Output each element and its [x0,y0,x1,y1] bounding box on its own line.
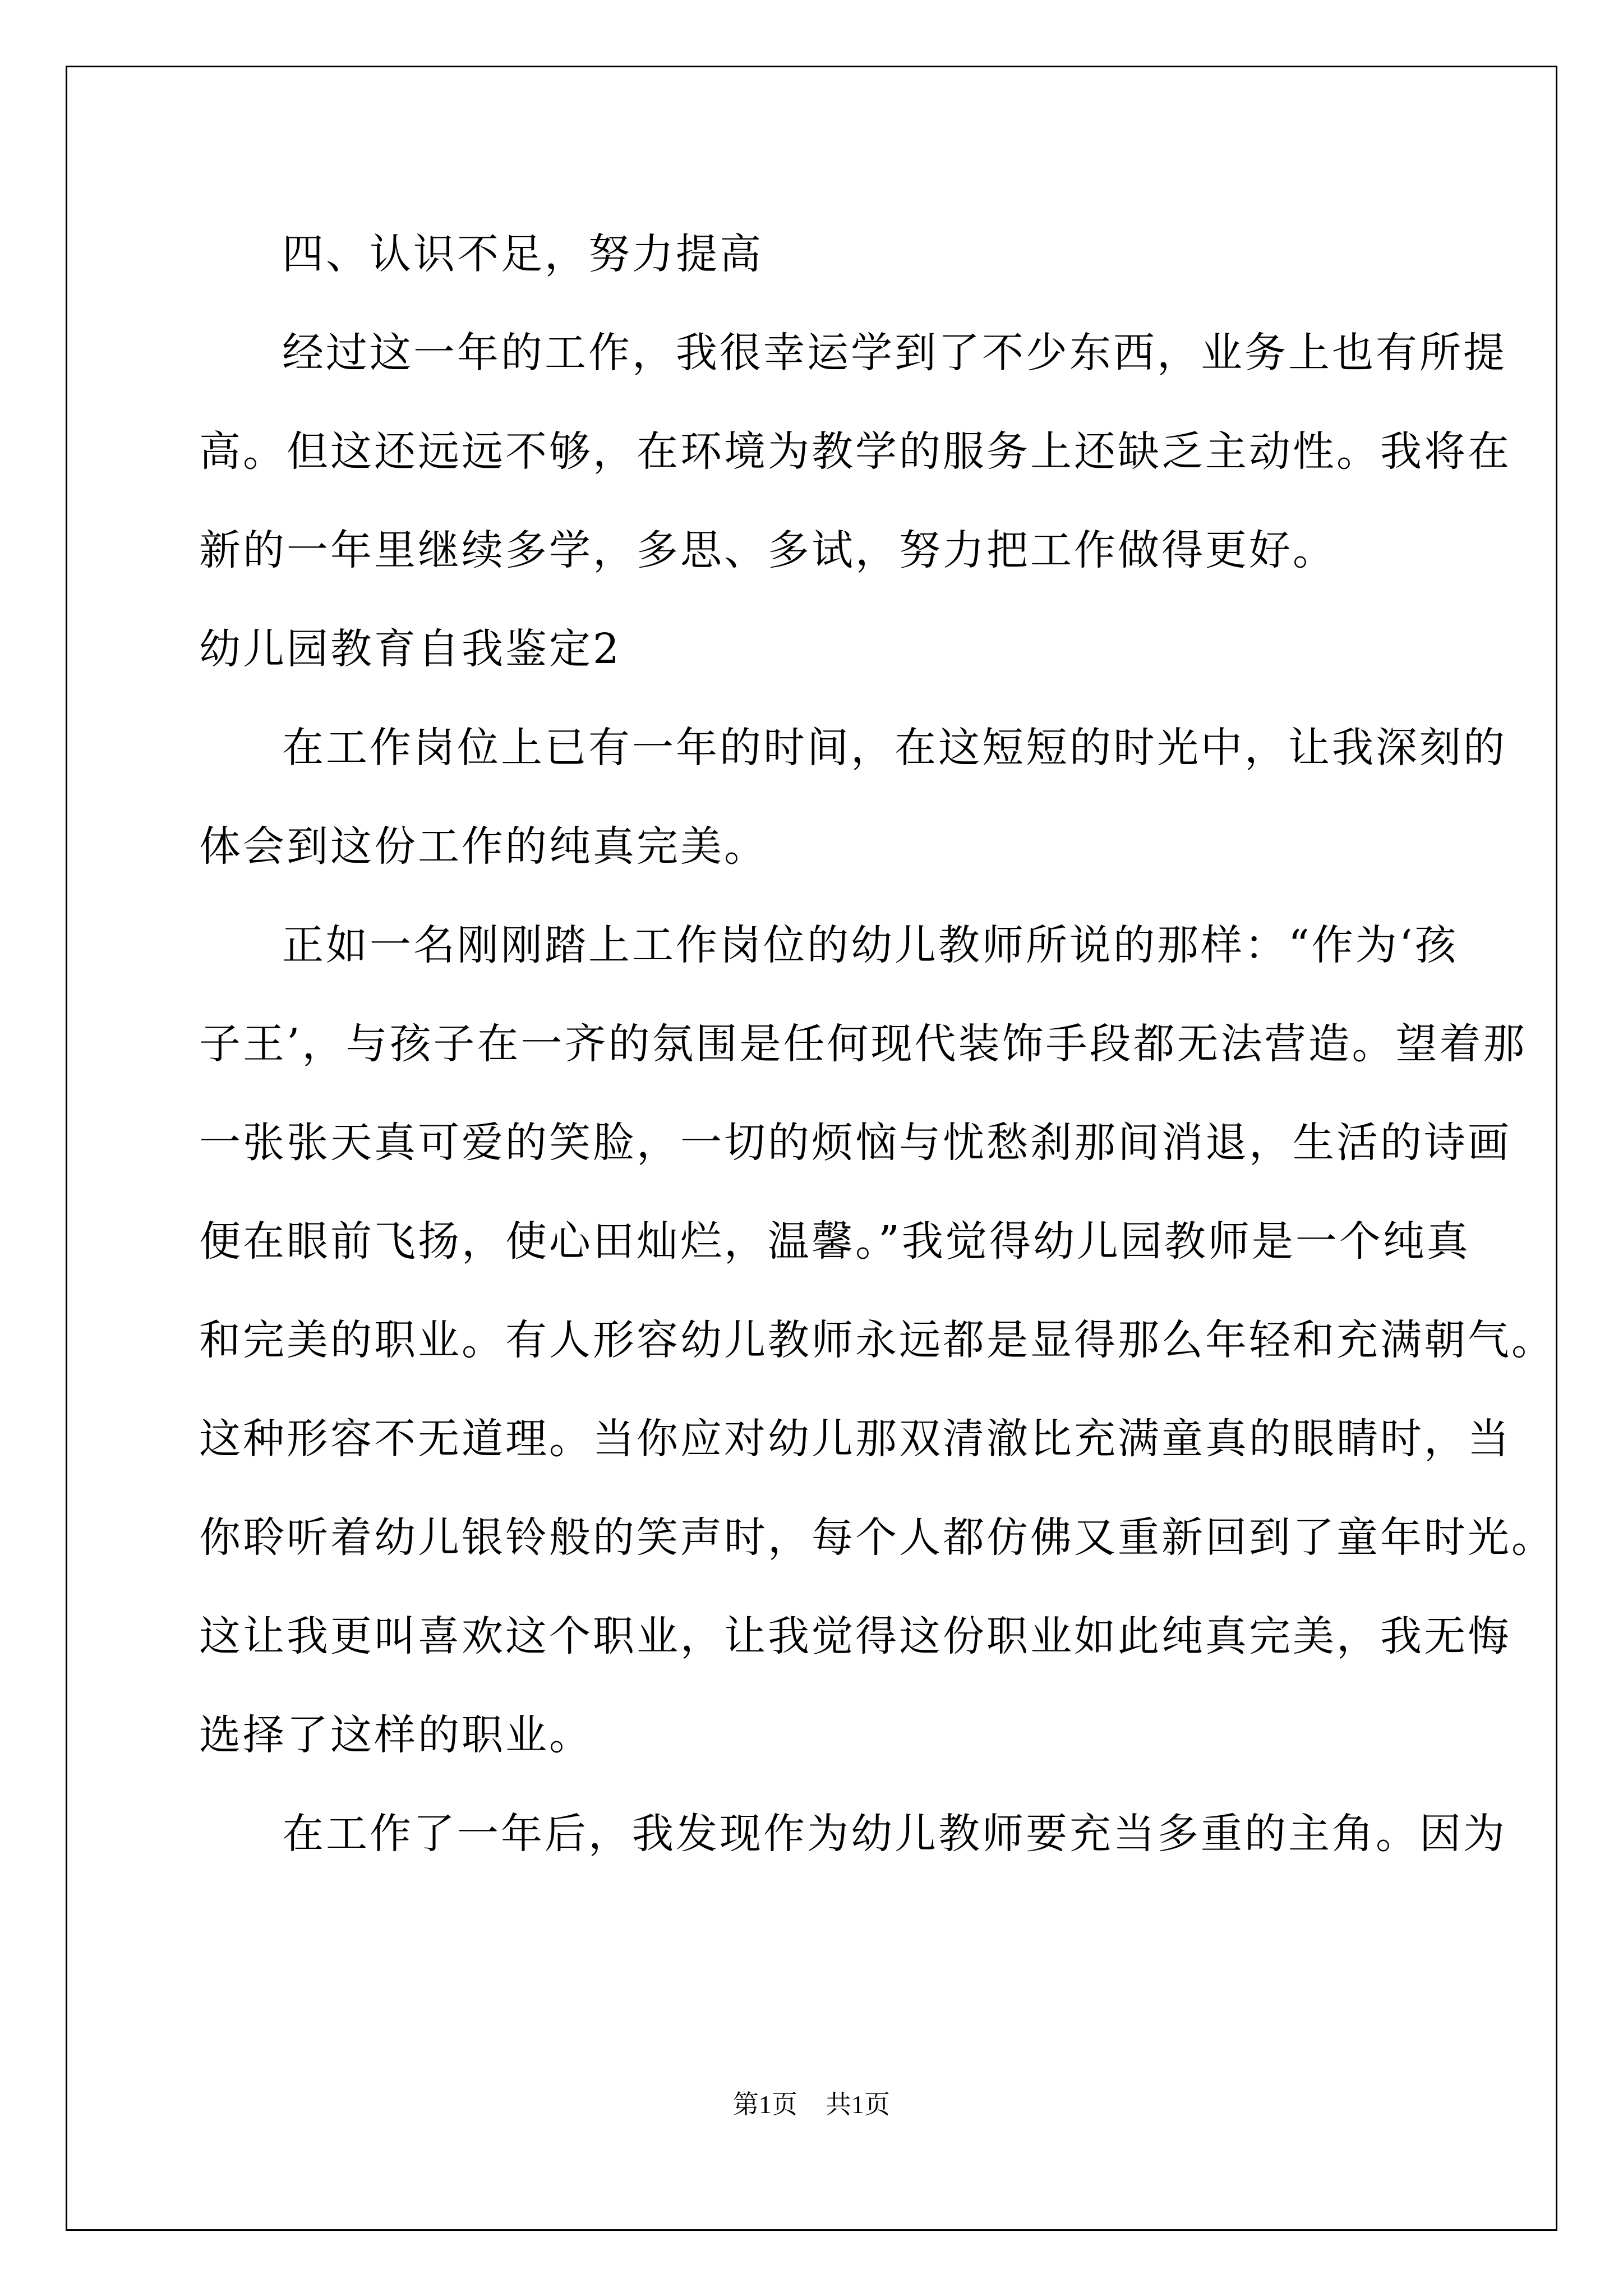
paragraph-line: 这种形容不无道理。当你应对幼儿那双清澈比充满童真的眼睛时，当 [199,1415,1511,1463]
paragraph-line: 经过这一年的工作，我很幸运学到了不少东西，业务上也有所提 [282,329,1507,377]
page-footer [0,2088,1623,2122]
paragraph-line: 一张张天真可爱的笑脸，一切的烦恼与忧愁刹那间消退，生活的诗画 [199,1119,1511,1167]
document-body [199,205,1555,1883]
page-number: 第1页 [733,2090,797,2119]
paragraph-line: 便在眼前飞扬，使心田灿烂，温馨。”我觉得幼儿园教师是一个纯真 [199,1217,1470,1266]
section-heading: 四、认识不足，努力提高 [282,230,763,278]
paragraph-line: 你聆听着幼儿银铃般的笑声时，每个人都仿佛又重新回到了童年时光。 [199,1513,1555,1562]
document-title: 幼儿园教育自我鉴定2 [199,625,622,673]
paragraph-line: 高。但这还远远不够，在环境为教学的服务上还缺乏主动性。我将在 [199,427,1511,476]
paragraph-line: 体会到这份工作的纯真完美。 [199,822,768,871]
paragraph-line: 选择了这样的职业。 [199,1711,593,1759]
paragraph-line: 在工作了一年后，我发现作为幼儿教师要充当多重的主角。因为 [282,1810,1507,1858]
page-total: 共1页 [826,2090,890,2119]
paragraph-line: 正如一名刚刚踏上工作岗位的幼儿教师所说的那样：“作为‘孩 [282,921,1459,969]
paragraph-line: 新的一年里继续多学，多思、多试，努力把工作做得更好。 [199,526,1336,574]
paragraph-line: 这让我更叫喜欢这个职业，让我觉得这份职业如此纯真完美，我无悔 [199,1612,1511,1660]
paragraph-line: 子王’，与孩子在一齐的氛围是任何现代装饰手段都无法营造。望着那 [199,1020,1527,1068]
paragraph-line: 在工作岗位上已有一年的时间，在这短短的时光中，让我深刻的 [282,724,1507,772]
paragraph-line: 和完美的职业。有人形容幼儿教师永远都是显得那么年轻和充满朝气。 [199,1316,1555,1364]
